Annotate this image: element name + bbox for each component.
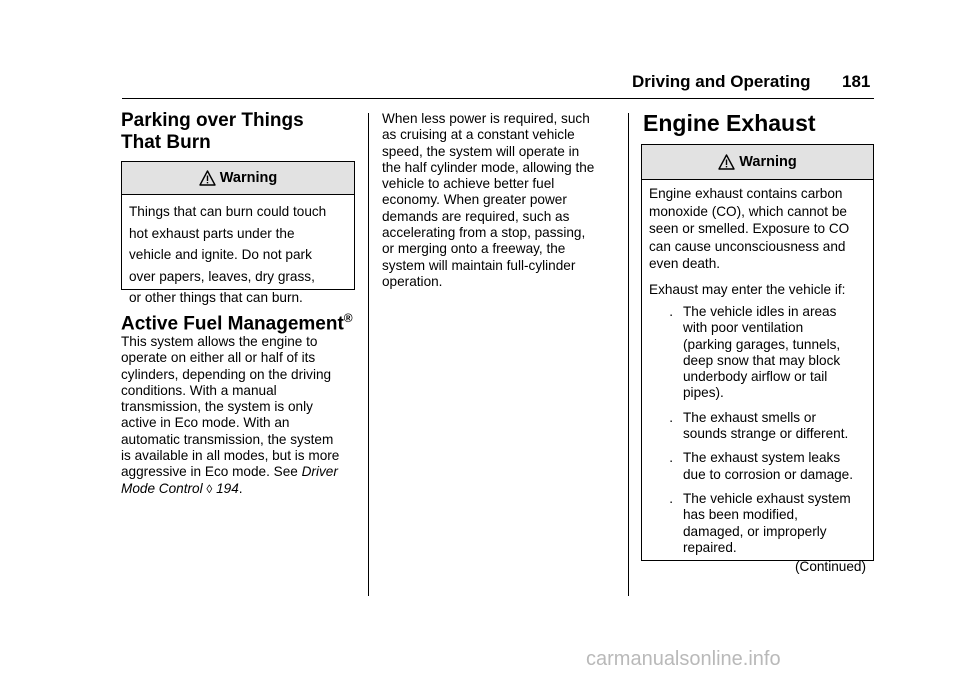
- heading-parking: [121, 110, 361, 154]
- warning-line: monoxide (CO), which cannot be: [649, 203, 847, 219]
- para-line: the half cylinder mode, allowing the: [382, 159, 595, 175]
- para-line: This system allows the engine to: [121, 334, 318, 349]
- warning-line: even death.: [649, 256, 721, 271]
- para-line: economy. When greater power: [382, 192, 567, 208]
- warning-line: Things that can burn could touch: [129, 204, 327, 219]
- para-line: demands are required, such as: [382, 208, 570, 224]
- bullet-line: The exhaust system leaks: [683, 450, 841, 466]
- heading-active-fuel: [121, 307, 361, 335]
- para-line: is available in all modes, but is more: [121, 448, 340, 464]
- para-line: operate on either all or half of its: [121, 350, 316, 366]
- para-line: automatic transmission, the system: [121, 431, 334, 447]
- bullet-text: [683, 450, 866, 483]
- para-line-text: aggressive in Eco mode. See: [121, 464, 298, 480]
- registered-mark: ®: [343, 311, 353, 325]
- bullet-line: pipes).: [683, 385, 724, 401]
- heading-engine-exhaust: Engine Exhaust: [643, 110, 816, 136]
- warning-line: over papers, leaves, dry grass,: [129, 268, 315, 284]
- running-header-title: Driving and Operating: [632, 72, 811, 91]
- para-line: cylinders, depending on the driving: [121, 366, 332, 382]
- cross-ref-end: .: [238, 480, 243, 496]
- para-line: transmission, the system is only: [121, 399, 313, 415]
- bullet-line: sounds strange or different.: [683, 426, 849, 442]
- bullet-line: deep snow that may block: [683, 352, 841, 368]
- para-line: [121, 464, 361, 480]
- warning-line: Engine exhaust contains carbon: [649, 186, 843, 201]
- para-line: speed, the system will operate in: [382, 143, 580, 159]
- warning-box-header: [642, 145, 873, 180]
- warning-intro: [649, 185, 866, 273]
- para-line: system will maintain full-cylinder: [382, 257, 576, 273]
- list-item: [649, 450, 866, 483]
- paragraph-active-fuel: [121, 334, 361, 497]
- para-line: active in Eco mode. With an: [121, 415, 290, 431]
- bullet-marker: .: [669, 490, 673, 506]
- bullet-line: has been modified,: [683, 507, 798, 523]
- para-line: or merging onto a freeway, the: [382, 241, 566, 257]
- list-item: [649, 491, 866, 556]
- heading-parking-line2: That Burn: [121, 132, 211, 153]
- cross-ref-page[interactable]: 194: [216, 480, 239, 496]
- column-divider-2: [628, 113, 629, 596]
- bullet-marker: .: [669, 450, 673, 466]
- para-line: operation.: [382, 273, 443, 289]
- warning-line: seen or smelled. Exposure to CO: [649, 221, 850, 236]
- para-line: vehicle to achieve better fuel: [382, 176, 555, 192]
- continued-note: (Continued): [794, 559, 866, 575]
- warning-body: [642, 180, 873, 575]
- list-item: [649, 410, 866, 443]
- bullet-marker: .: [669, 304, 673, 319]
- bullet-line: The vehicle idles in areas: [683, 304, 837, 319]
- warning-triangle-icon: [718, 154, 735, 170]
- bullet-line: with poor ventilation: [683, 320, 804, 336]
- bullet-line: The exhaust smells or: [683, 409, 816, 425]
- bullet-marker: .: [669, 409, 673, 425]
- para-line: accelerating from a stop, passing,: [382, 225, 586, 241]
- para-line: When less power is required, such: [382, 111, 590, 126]
- warning-box-parking: [121, 161, 355, 305]
- bullet-line: (parking garages, tunnels,: [683, 336, 841, 352]
- warning-box-header: [122, 162, 354, 195]
- heading-active-fuel-text: Active Fuel Management: [121, 313, 344, 335]
- para-line: as cruising at a constant vehicle: [382, 127, 575, 143]
- bullet-text: [683, 410, 866, 443]
- para-line: conditions. With a manual: [121, 382, 277, 398]
- watermark: carmanualsonline.info: [586, 648, 781, 670]
- heading-parking-line1: Parking over Things: [121, 110, 304, 131]
- cross-ref-link-cont[interactable]: Mode Control: [121, 480, 203, 496]
- cross-ref-link[interactable]: Driver: [301, 464, 338, 480]
- bullet-text: [683, 491, 866, 556]
- warning-box-exhaust: [641, 144, 874, 575]
- bullet-line: underbody airflow or tail: [683, 369, 828, 385]
- warning-title: Warning: [739, 154, 797, 170]
- page-ref-icon: ◊: [206, 481, 213, 496]
- bullet-line: damaged, or improperly: [683, 523, 827, 539]
- bullet-line: due to corrosion or damage.: [683, 466, 854, 482]
- para-line: [121, 481, 361, 497]
- column-divider-1: [368, 113, 369, 596]
- warning-lead: Exhaust may enter the vehicle if:: [649, 281, 846, 297]
- header-rule: [122, 98, 874, 99]
- warning-line: vehicle and ignite. Do not park: [129, 247, 312, 262]
- bullet-line: repaired.: [683, 539, 737, 555]
- warning-body: [122, 195, 354, 309]
- warning-line: hot exhaust parts under the: [129, 225, 295, 241]
- bullet-line: The vehicle exhaust system: [683, 490, 851, 506]
- warning-line: can cause unconsciousness and: [649, 238, 846, 254]
- warning-line: or other things that can burn.: [129, 290, 303, 305]
- list-item: [649, 304, 866, 402]
- warning-title: Warning: [219, 170, 278, 186]
- warning-triangle-icon: [199, 170, 216, 186]
- bullet-text: [683, 304, 866, 402]
- page-number: 181: [842, 72, 871, 91]
- paragraph-power: [382, 111, 622, 290]
